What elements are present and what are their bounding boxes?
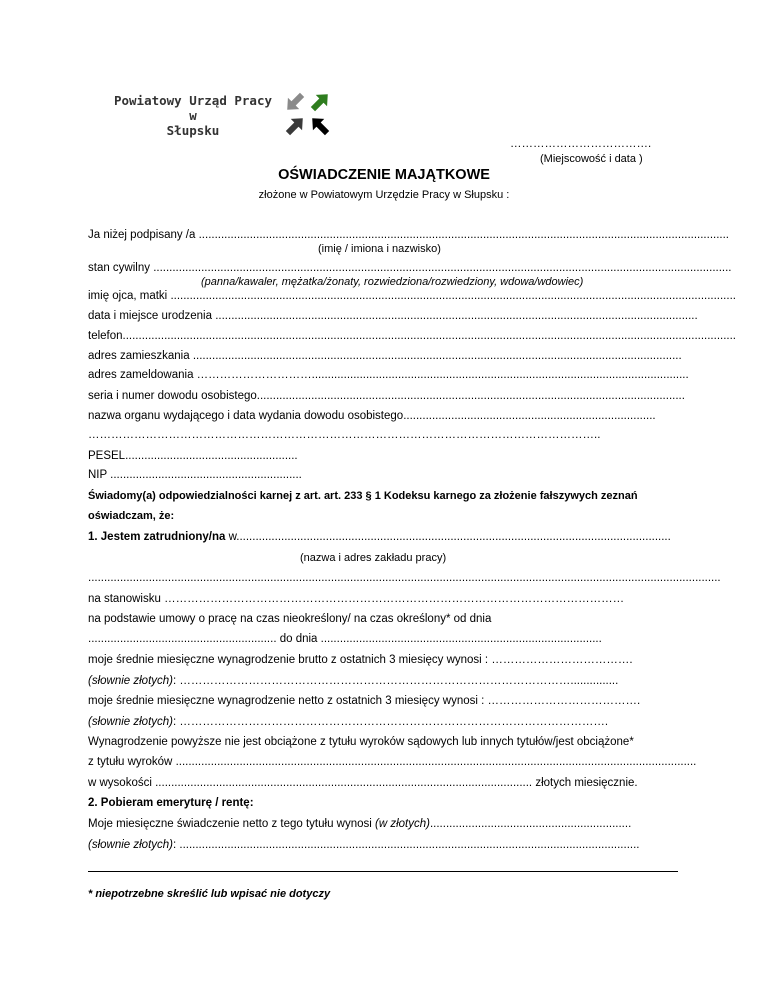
pension-heading: 2. Pobieram emeryturę / rentę:: [88, 797, 254, 809]
contract-type-line: na podstawie umowy o pracę na czas nieokreślony/ na czas określony* od dnia: [88, 613, 492, 625]
declaration-line-1: Świadomy(a) odpowiedzialności karnej z art. art. 233 § 1 Kodeksu karnego za złożenie fałszywych zeznań: [88, 490, 638, 502]
field-garnishment-title[interactable]: z tytułu wyroków ...................................................................................................................................................................: [88, 756, 697, 768]
hint-employer: (nazwa i adres zakładu pracy): [300, 552, 447, 564]
place-date-label: (Miejscowość i data ): [540, 153, 643, 165]
logo-line-1: Powiatowy Urząd Pracy: [113, 93, 273, 108]
field-contract-dates[interactable]: ........................................................... do dnia ........................................................................................: [88, 633, 602, 645]
field-full-name[interactable]: Ja niżej podpisany /a ......................................................................................................................................................................: [88, 229, 729, 241]
field-gross-salary-words[interactable]: (słownie złotych): …………………………………………………………………………………………...............: [88, 675, 619, 687]
field-marital-status[interactable]: stan cywilny .....................................................................................................................................................................................: [88, 262, 732, 274]
footnote-divider: [88, 871, 678, 872]
employment-heading[interactable]: 1. Jestem zatrudniony/na w........................................................................................................................................: [88, 531, 671, 543]
field-residence-address[interactable]: adres zamieszkania .........................................................................................................................................................: [88, 350, 682, 362]
field-nip[interactable]: NIP ............................................................: [88, 469, 302, 481]
field-phone[interactable]: telefon................................................................................................................................................................................................: [88, 330, 736, 342]
field-net-salary[interactable]: moje średnie miesięczne wynagrodzenie netto z ostatnich 3 miesięcy wynosi : ………………………………….: [88, 695, 641, 707]
field-pension-words[interactable]: (słownie złotych): ................................................................................................................................................: [88, 839, 640, 851]
footnote: * niepotrzebne skreślić lub wpisać nie dotyczy: [88, 888, 331, 900]
hint-full-name: (imię / imiona i nazwisko): [318, 243, 441, 255]
place-date-dots[interactable]: ……………………………….: [510, 138, 652, 150]
field-id-issuer-continued[interactable]: ……………………………………………………………………………………………………………………..: [88, 429, 601, 441]
hint-marital-status: (panna/kawaler, mężatka/żonaty, rozwiedziona/rozwiedziony, wdowa/wdowiec): [201, 276, 584, 288]
logo-line-2: w: [189, 108, 197, 123]
field-pesel[interactable]: PESEL......................................................: [88, 450, 298, 462]
field-id-number[interactable]: seria i numer dowodu osobistego......................................................................................................................................: [88, 390, 685, 402]
field-net-salary-words[interactable]: (słownie złotych): ………………………………………………………………………………………………….: [88, 716, 609, 728]
field-position[interactable]: na stanowisku …………………………………………………………………………………………………………: [88, 593, 625, 605]
field-gross-salary[interactable]: moje średnie miesięczne wynagrodzenie brutto z ostatnich 3 miesięcy wynosi : ……………………………….: [88, 654, 633, 666]
field-id-issuer[interactable]: nazwa organu wydającego i data wydania dowodu osobistego...............................................................................: [88, 410, 656, 422]
field-garnishment-amount[interactable]: w wysokości ...................................................................................................................... złotych miesięcznie.: [88, 777, 638, 789]
page-title: OŚWIADCZENIE MAJĄTKOWE: [278, 167, 490, 183]
logo-text: [104, 93, 282, 138]
field-pension-amount[interactable]: Moje miesięczne świadczenie netto z tego tytułu wynosi (w złotych)...............................................................: [88, 818, 632, 830]
field-employer-continued[interactable]: ......................................................................................................................................................................................................: [88, 572, 721, 584]
logo-line-3: Słupsku: [166, 123, 220, 138]
employment-heading-label: 1. Jestem zatrudniony/na: [88, 531, 226, 543]
logo-arrows-icon: [283, 90, 333, 138]
declaration-line-2: oświadczam, że:: [88, 510, 175, 522]
field-birth-date-place[interactable]: data i miejsce urodzenia .......................................................................................................................................................: [88, 310, 698, 322]
field-registered-address[interactable]: adres zameldowania …………………………......................................................................................................................: [88, 369, 689, 381]
field-parents-names[interactable]: imię ojca, matki .................................................................................................................................................................................: [88, 290, 736, 302]
page-subtitle: złożone w Powiatowym Urzędzie Pracy w Słupsku :: [258, 189, 510, 201]
garnishment-line: Wynagrodzenie powyższe nie jest obciążone z tytułu wyroków sądowych lub innych tytułów/jest obciążone*: [88, 736, 634, 748]
